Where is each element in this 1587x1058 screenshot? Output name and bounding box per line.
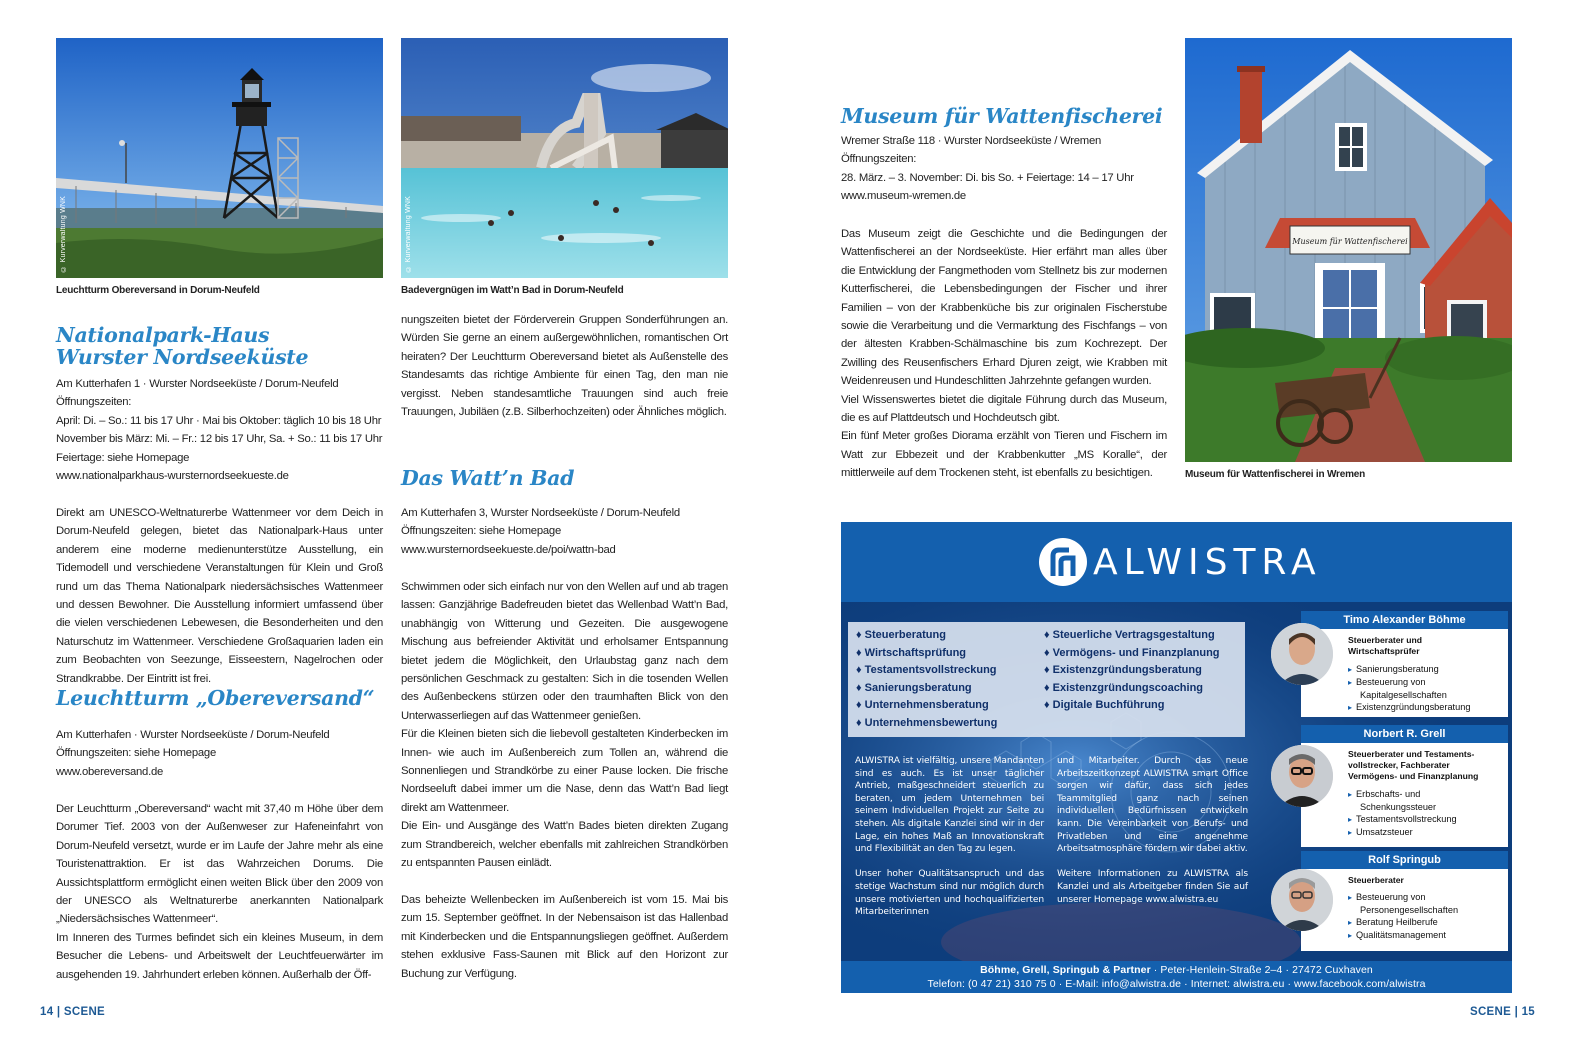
- body-leuchtturm-cont: nungszeiten bietet der Förderverein Gruppen Sonderführungen an. Würden Sie gerne an einem außergewöhnlichen, romantischen Ort heiraten? Der Leuchtturm Obereversand bietet als Außenstelle des Standesamts das richtige Ambiente für einen Tag, den man nie vergisst. Neben standesamtliche Trauungen sind auch freie Trauungen, Jubiläen (z.B. Silberhochzeiten) oder Ähnliches möglich.: [401, 314, 728, 419]
- photo-credit: © Kurverwaltung WNK: [60, 196, 67, 272]
- heading-nationalpark: Nationalpark-Haus Wurster Nordseeküste: [56, 323, 309, 369]
- ad-text-left: ALWISTRA ist vielfältig, unsere Mandanten sind es auch. Es ist unser täglicher Antrieb, maßgeschneidert steuerlich zu beraten, um jedem Unternehmen bei seinem Individuellen Projekt zur Seite zu stehen. Als digitale Kanzlei sind wir in der Lage, ein hohes Maß an Innovationskraft und Flexibilität an den Tag zu legen. Unser hoher Qualitätsanspruch und das stetige Wachstum sind nur möglich durch unsere motivierten und hochqualifizierten Mitarbeiterinnen: [855, 756, 1044, 918]
- person-role: Steuerberater und Testaments- vollstrecker, Fachberater Vermögens- und Finanzplanung: [1348, 749, 1479, 781]
- service-item: ♦ Unternehmensbewertung: [856, 716, 998, 729]
- person-specialties: ▸ Erbschafts- und Schenkungssteuer ▸ Testamentsvollstreckung ▸ Umsatzsteuer: [1348, 789, 1457, 837]
- avatar: [1271, 745, 1333, 807]
- service-item: ♦ Steuerberatung: [856, 629, 946, 641]
- person-panel: [1301, 629, 1508, 717]
- ad-contact[interactable]: Telefon: (0 47 21) 310 75 0 · E-Mail: info@alwistra.de · Internet: alwistra.eu · www.facebook.com/alwistra: [927, 978, 1426, 990]
- service-item: ♦ Existenzgründungscoaching: [1044, 681, 1204, 694]
- body-wattnbad: Schwimmen oder sich einfach nur von den Wellen auf und ab tragen lassen: Ganzjährige Badefreuden bietet das Wellenbad Watt’n Bad, unabhängig von Witterung und Gezeiten. Die ausgewogene Mischung aus befreiender Aktivität und erholsamer Entspannung bietet jedem die Möglichkeit, den Urlaubstag ganz nach dem persönlichen Geschmack zu gestalten: Sich in die tosenden Wellen des Außenbeckens stürzen oder den traumhaften Blick von den Unterwasserliegen auf das Wattenmeer genießen. Für die Kleinen bieten sich die liebevoll gestalteten Kinderbecken im Innen- wie auch im Außenbereich zum Tollen an, während die Sonnenliegen und Strandkörbe zu einer Pause locken. Die frische Nordseeluft dabei immer um die Nase, denn das Watt’n Bad liegt direkt am Wattenmeer. Die Ein- und Ausgänge des Watt’n Bades bieten direkten Zugang zum Strandbereich, welcher ebenfalls mit zahlreichen Strandkörben zu entspannten Pausen einlädt. Das beheizte Wellenbecken im Außenbereich ist vom 15. Mai bis zum 15. September geöffnet. In der Nebensaison ist das Hallenbad mit Kinderbecken und die Entspannungsliegen geöffnet. Außerdem stehen exklusive Fass-Saunen mit Blick auf den Horizont zur Buchung zur Verfügung.: [401, 581, 728, 980]
- photo-wave-pool: [401, 38, 728, 278]
- info-museum: Wremer Straße 118 · Wurster Nordseeküste / Wremen Öffnungszeiten: 28. März. – 3. November: Di. bis So. + Feiertage: 14 – 17 Uhr www.museum-wremen.de: [841, 135, 1134, 203]
- info-wattnbad: Am Kutterhafen 3, Wurster Nordseeküste / Dorum-Neufeld Öffnungszeiten: siehe Homepage www.wursternordseekueste.de/poi/wattn-bad: [401, 507, 680, 556]
- photo-lighthouse: [56, 38, 383, 278]
- photo-museum: [1185, 38, 1512, 462]
- photo-credit: © Kurverwaltung WNK: [405, 196, 412, 272]
- service-item: ♦ Unternehmensberatung: [856, 699, 989, 711]
- person-name: Timo Alexander Böhme: [1301, 611, 1508, 629]
- photo-caption: Museum für Wattenfischerei in Wremen: [1185, 469, 1366, 480]
- person-panel: [1301, 869, 1508, 951]
- museum-sign: Museum für Wattenfischerei: [1292, 237, 1408, 246]
- heading-wattnbad: Das Watt’n Bad: [401, 466, 575, 490]
- person-name: Rolf Springub: [1301, 851, 1508, 869]
- alwistra-logo[interactable]: [1039, 537, 1322, 587]
- services-box: [848, 622, 1245, 737]
- person-role: Steuerberater und Wirtschaftsprüfer: [1348, 635, 1423, 656]
- heading-leuchtturm: Leuchtturm „Obereversand“: [56, 686, 375, 710]
- heading-museum: Museum für Wattenfischerei: [841, 104, 1163, 128]
- service-item: ♦ Wirtschaftsprüfung: [856, 646, 967, 659]
- service-item: ♦ Steuerliche Vertragsgestaltung: [1044, 629, 1215, 641]
- person-name: Norbert R. Grell: [1301, 725, 1508, 743]
- avatar: [1271, 869, 1333, 931]
- ad-footer: [841, 961, 1512, 993]
- ad-address: Böhme, Grell, Springub & Partner · Peter-Henlein-Straße 2–4 · 27472 Cuxhaven: [980, 964, 1373, 976]
- service-item: ♦ Sanierungsberatung: [856, 681, 972, 694]
- photo-caption: Leuchtturm Obereversand in Dorum-Neufeld: [56, 285, 260, 296]
- page-number-right: SCENE | 15: [1469, 1006, 1535, 1018]
- alwistra-wordmark: ALWISTRA: [1093, 541, 1322, 583]
- alwistra-logo-icon: [1039, 538, 1087, 586]
- person-role: Steuerberater: [1348, 875, 1404, 885]
- info-leuchtturm: Am Kutterhafen · Wurster Nordseeküste / Dorum-Neufeld Öffnungszeiten: siehe Homepage www.obereversand.de: [56, 729, 330, 778]
- body-leuchtturm: Der Leuchtturm „Obereversand“ wacht mit 37,40 m Höhe über dem Dorumer Tief. 2003 von der Außenweser zur Hafeneinfahrt von Dorum-Neufeld versetzt, wurde er im Laufe der Jahre mehr als eine Touristenattraktion. Er ist das Wahrzeichen Dorums. Die Aussichtsplattform ermöglicht einen weiten Blick über den 2009 von der UNESCO als Weltnaturerbe anerkannten Nationalpark „Niedersächsisches Wattenmeer“. Im Inneren des Turmes befindet sich ein kleines Museum, in dem Besucher die Lebens- und Arbeitswelt der Leuchtfeuerwärter im ausgehenden 19. Jahrhundert erleben können. Außerhalb der Öff-: [56, 803, 383, 981]
- photo-caption: Badevergnügen im Watt’n Bad in Dorum-Neufeld: [401, 285, 624, 296]
- service-item: ♦ Digitale Buchführung: [1044, 699, 1165, 711]
- person-specialties: ▸ Sanierungsberatung ▸ Besteuerung von Kapitalgesellschaften ▸ Existenzgründungsberatung: [1348, 664, 1471, 712]
- avatar: [1271, 623, 1333, 685]
- person-panel: [1301, 743, 1508, 847]
- service-item: ♦ Existenzgründungsberatung: [1044, 664, 1202, 676]
- body-museum: Das Museum zeigt die Geschichte und die Bedingungen der Wattenfischerei an der Nordseeküste. Hier erfährt man alles über die Entwicklung der Fangmethoden vom Stellnetz bis zur modernen Kutterfischerei, die Lebensbedingungen der Fischer und ihrer Familien – von der Krabbenküche bis zur originalen Fischerstube sowie die Verarbeitung und die Vermarktung des Fischfangs – von der ältesten Krabben-Schälmaschine bis zum Kochrezept. Der Zwilling des Reusenfischers Erhard Djuren zeigt, wie Krabben mit Weidenreusen und Hundeschlitten Jahrzehnte gefangen wurden. Viel Wissenswertes bietet die digitale Führung durch das Museum, die es auf Plattdeutsch und Hochdeutsch gibt. Ein fünf Meter großes Diorama erzählt von Tieren und Fischern im Watt zur Ebbezeit und der Krabbenkutter „MS Koralle“, der mittlerweile auf dem Trockenen steht, ist ebenfalls zu besichtigen.: [841, 228, 1167, 480]
- service-item: ♦ Testamentsvollstreckung: [856, 664, 997, 676]
- service-item: ♦ Vermögens- und Finanzplanung: [1044, 646, 1220, 659]
- body-nationalpark: Direkt am UNESCO-Weltnaturerbe Wattenmeer vor dem Deich in Dorum-Neufeld gelegen, bietet das Nationalpark-Haus unter anderem eine moderne medienunterstütze Ausstellung, ein Tidemodell und verschiedene Veranstaltungen für Klein und Groß rund um das Thema Nationalpark niedersächsisches Wattenmeer und dessen Bewohner. Die Ausstellung informiert umfassend über die vielen verschiedenen Lebewesen, die Besonderheiten und den Naturschutz im Wattenmeer. Verschiedene Großaquarien laden ein zum Beobachten von Seezunge, Eisseestern, Nagelrochen oder Strandkrabbe. Der Eintritt ist frei.: [56, 507, 383, 685]
- info-nationalpark: Am Kutterhafen 1 · Wurster Nordseeküste / Dorum-Neufeld Öffnungszeiten: April: Di. – So.: 11 bis 17 Uhr · Mai bis Oktober: täglich 10 bis 18 Uhr November bis März: Mi. – Fr.: 12 bis 17 Uhr, Sa. + So.: 11 bis 17 Uhr Feiertage: siehe Homepage www.nationalparkhaus-wursternordseekueste.de: [56, 378, 383, 483]
- page-number-left: 14 | SCENE: [40, 1006, 106, 1018]
- ad-text-right: und Mitarbeiter. Durch das neue Arbeitszeitkonzept ALWISTRA smart Office sorgen wir dafür, dass sich jedes Teammitglied ganz nach seinen individuellen Bedürfnissen entwickeln kann. Die Vereinbarkeit von Berufs- und Privatleben und eine angenehme Arbeitsatmosphäre fördern wir dabei aktiv. Weitere Informationen zu ALWISTRA als Kanzlei und als Arbeitgeber finden Sie auf unserer Homepage www.alwistra.eu: [1057, 756, 1248, 905]
- alwistra-ad[interactable]: [841, 522, 1512, 993]
- person-specialties: ▸ Besteuerung von Personengesellschaften ▸ Beratung Heilberufe ▸ Qualitätsmanagement: [1348, 892, 1459, 940]
